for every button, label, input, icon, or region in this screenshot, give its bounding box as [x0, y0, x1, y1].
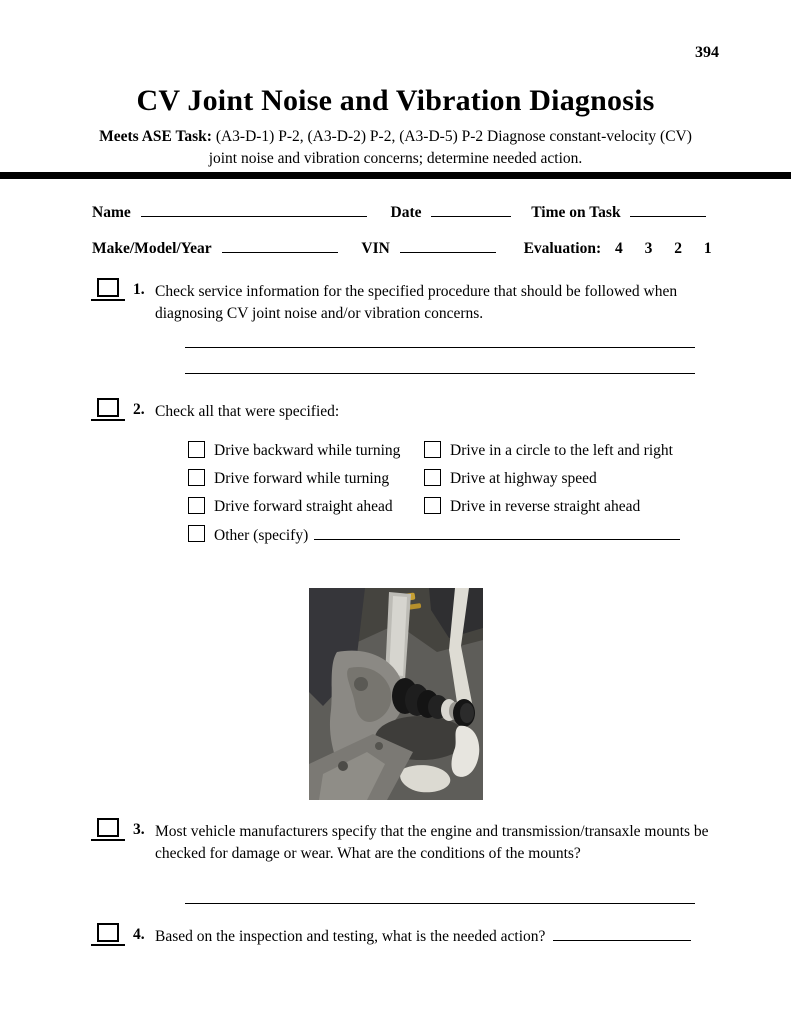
task-4-row	[155, 926, 755, 948]
option-label-drive-forward-turning: Drive forward while turning	[214, 470, 390, 487]
option-checkbox-drive-backward-turning[interactable]	[188, 441, 205, 458]
date-line[interactable]	[431, 203, 511, 217]
task-1-number: 1.	[133, 281, 145, 298]
option-checkbox-drive-forward-straight[interactable]	[188, 497, 205, 514]
other-specify-line[interactable]	[314, 526, 680, 540]
eval-score-2[interactable]: 2	[674, 240, 682, 257]
eval-score-4[interactable]: 4	[614, 240, 623, 257]
option-label-other: Other (specify)	[214, 527, 309, 544]
name-line[interactable]	[141, 203, 367, 217]
task-1-text: Check service information for the specified procedure that should be followed when diagnosing CV joint noise and/or vibration concerns.	[155, 283, 678, 322]
option-checkbox-drive-forward-turning[interactable]	[188, 469, 205, 486]
option-label-drive-backward-turning: Drive backward while turning	[214, 442, 401, 459]
task-2-checkbox[interactable]	[97, 398, 119, 417]
date-label: Date	[390, 204, 422, 221]
ase-task-label: Meets ASE Task:	[99, 128, 212, 145]
task-4-number: 4.	[133, 926, 145, 943]
task-3-answer-line[interactable]	[185, 903, 695, 904]
option-checkbox-highway-speed[interactable]	[424, 469, 441, 486]
evaluation-label: Evaluation:	[523, 240, 602, 257]
task-1-checkbox[interactable]	[97, 278, 119, 297]
task-3-checkbox[interactable]	[97, 818, 119, 837]
time-on-task-line[interactable]	[630, 203, 706, 217]
option-label-drive-circle: Drive in a circle to the left and right	[450, 442, 673, 459]
vin-label: VIN	[361, 240, 390, 257]
task-3-number: 3.	[133, 821, 145, 838]
task-4-text: Based on the inspection and testing, what is the needed action?	[155, 928, 546, 945]
option-label-drive-forward-straight: Drive forward straight ahead	[214, 498, 393, 515]
option-checkbox-drive-circle[interactable]	[424, 441, 441, 458]
task-4-answer-line[interactable]	[553, 927, 691, 941]
page-number: 394	[695, 44, 719, 61]
vehicle-row	[92, 239, 712, 258]
option-checkbox-other[interactable]	[188, 525, 205, 542]
ase-task-line-1	[0, 128, 791, 146]
task-4-checkbox[interactable]	[97, 923, 119, 942]
option-row-other	[214, 526, 680, 545]
task-2-text: Check all that were specified:	[155, 403, 340, 420]
page-title: CV Joint Noise and Vibration Diagnosis	[136, 84, 655, 117]
eval-score-3[interactable]: 3	[644, 240, 653, 257]
option-checkbox-reverse-straight[interactable]	[424, 497, 441, 514]
task-2-number: 2.	[133, 401, 145, 418]
ase-task-codes: (A3-D-1) P-2, (A3-D-2) P-2, (A3-D-5) P-2 Diagnose constant-velocity (CV)	[211, 128, 692, 145]
vin-line[interactable]	[400, 239, 496, 253]
task-3-text: Most vehicle manufacturers specify that the engine and transmission/transaxle mounts be checked for damage or wear. What are the conditions of the mounts?	[155, 823, 709, 862]
cv-joint-photo	[309, 588, 483, 800]
ase-task-line-2: joint noise and vibration concerns; determine needed action.	[208, 150, 583, 167]
make-model-year-line[interactable]	[222, 239, 338, 253]
task-1-answer-line-2[interactable]	[185, 373, 695, 374]
name-date-row	[92, 203, 706, 222]
section-divider	[0, 172, 791, 179]
task-1-answer-line-1[interactable]	[185, 347, 695, 348]
option-label-highway-speed: Drive at highway speed	[450, 470, 597, 487]
make-model-year-label: Make/Model/Year	[92, 240, 212, 257]
time-on-task-label: Time on Task	[531, 204, 621, 221]
name-label: Name	[92, 204, 131, 221]
option-label-reverse-straight: Drive in reverse straight ahead	[450, 498, 641, 515]
eval-score-1[interactable]: 1	[703, 240, 712, 257]
cv-joint-photo-art	[309, 588, 483, 800]
